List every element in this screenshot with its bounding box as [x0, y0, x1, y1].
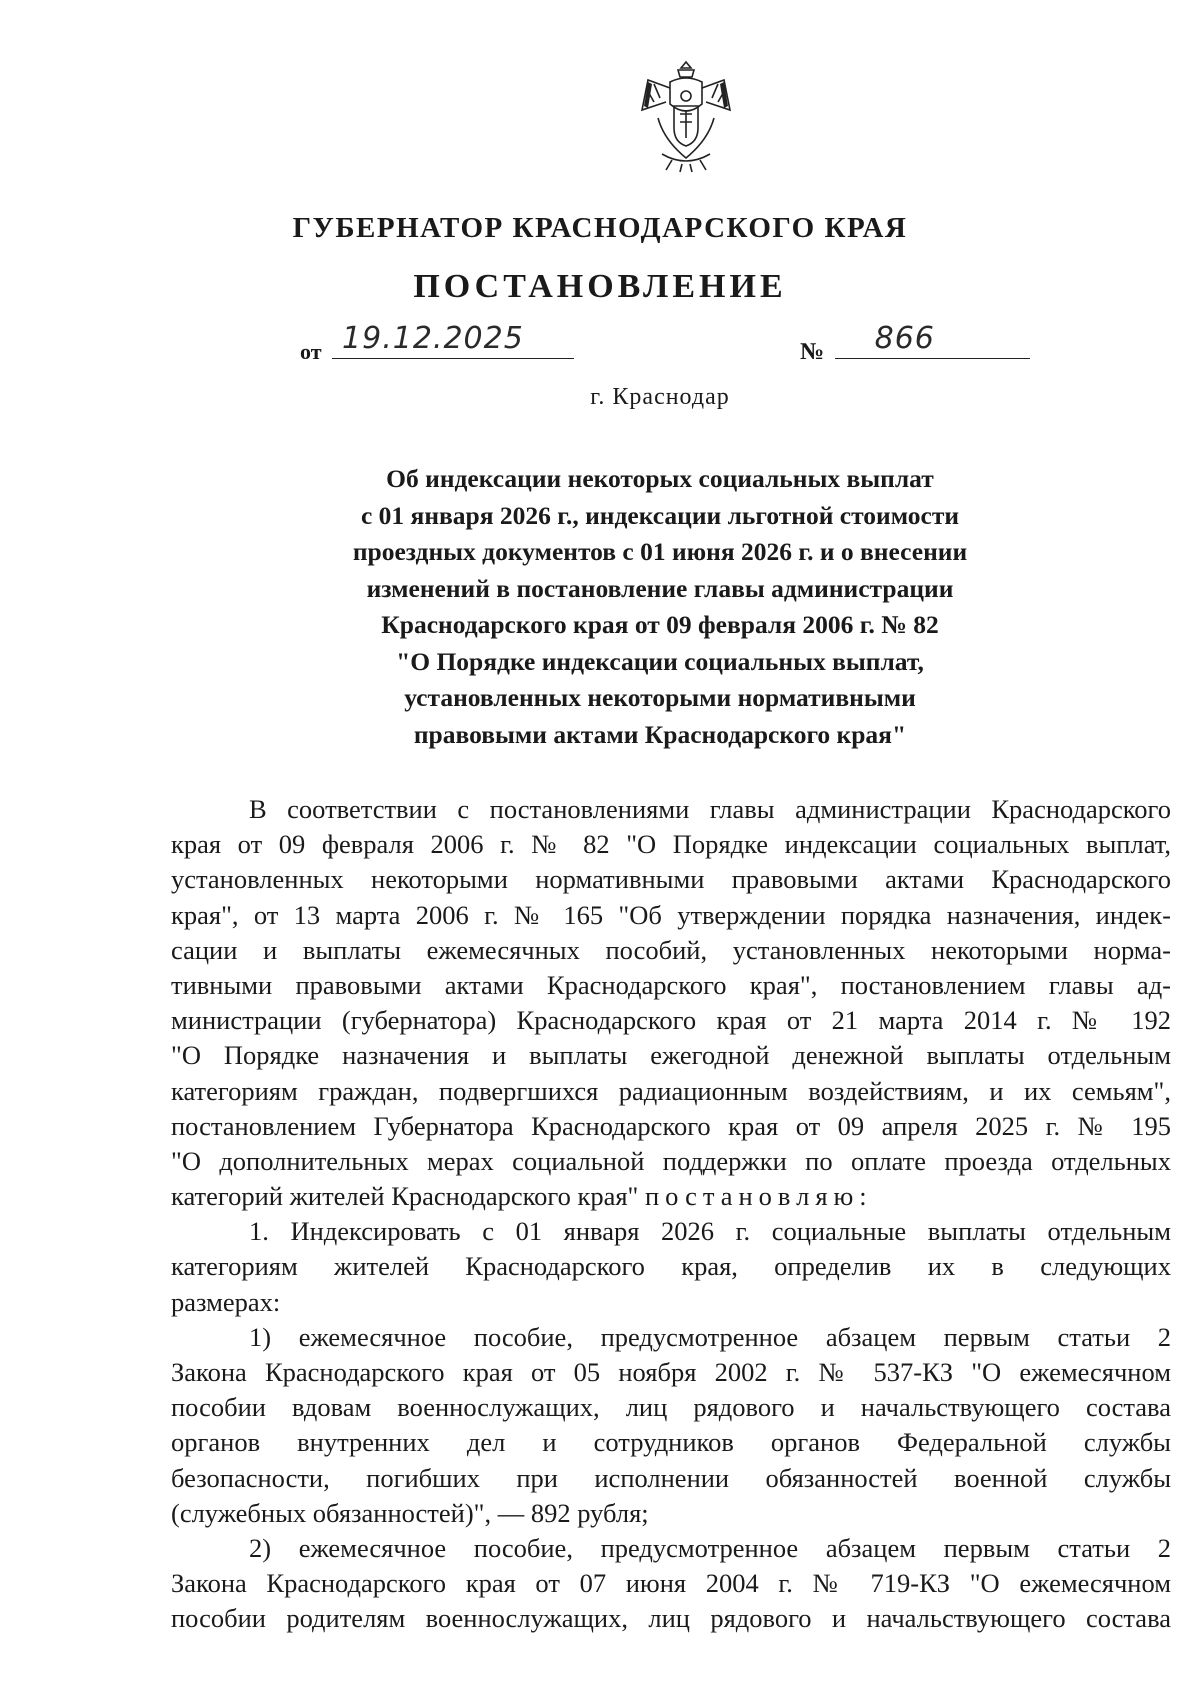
body-line: Закона Краснодарского края от 07 июня 2004 г. № 719-КЗ "О ежемесячном	[171, 1568, 1171, 1599]
date-label: от	[300, 339, 322, 364]
city: г. Краснодар	[590, 384, 730, 410]
body-line: установленных некоторыми нормативными правовыми актами Краснодарского	[171, 864, 1171, 895]
title-line: правовыми актами Краснодарского края"	[413, 719, 907, 749]
number-field	[835, 321, 1030, 359]
title-line: Краснодарского края от 09 февраля 2006 г. № 82	[381, 610, 939, 639]
issuing-authority: ГУБЕРНАТОР КРАСНОДАРСКОГО КРАЯ	[292, 212, 908, 244]
date-field	[332, 321, 574, 359]
body-line: 2) ежемесячное пособие, предусмотренное абзацем первым статьи 2	[249, 1532, 1171, 1563]
document-type: ПОСТАНОВЛЕНИЕ	[413, 268, 787, 305]
body-line: размерах:	[171, 1286, 281, 1317]
body-line: 1. Индексировать с 01 января 2026 г. социальные выплаты отдельным	[249, 1216, 1171, 1247]
body-line: категориям жителей Краснодарского края, определив их в следующих	[171, 1251, 1171, 1282]
body-line: "О дополнительных мерах социальной поддержки по оплате проезда отдельных	[171, 1145, 1171, 1176]
body-line: сации и выплаты ежемесячных пособий, установленных некоторыми норма-	[171, 934, 1171, 965]
coat-of-arms-emblem	[632, 58, 740, 178]
body-line: (служебных обязанностей)", — 892 рубля;	[171, 1497, 649, 1528]
body-line: "О Порядке назначения и выплаты ежегодной денежной выплаты отдельным	[171, 1040, 1171, 1071]
body-line: безопасности, погибших при исполнении обязанностей военной службы	[171, 1462, 1171, 1493]
document-body	[171, 792, 1171, 1637]
number-row	[800, 321, 1030, 366]
body-line-resolve	[171, 1179, 1171, 1214]
document-title	[300, 461, 1020, 753]
resolve-word: постановляю:	[644, 1181, 873, 1212]
body-line: постановлением Губернатора Краснодарского края от 09 апреля 2025 г. № 195	[171, 1110, 1171, 1141]
title-line: Об индексации некоторых социальных выплат	[386, 464, 934, 493]
body-line: пособии вдовам военнослужащих, лиц рядового и начальствующего состава	[171, 1392, 1171, 1423]
body-line: министрации (губернатора) Краснодарского края от 21 марта 2014 г. № 192	[171, 1005, 1171, 1036]
body-line: категориям граждан, подвергшихся радиационным воздействиям, и их семьям",	[171, 1075, 1171, 1106]
body-line: края от 09 февраля 2006 г. № 82 "О Порядке индексации социальных выплат,	[171, 829, 1171, 860]
body-line-text: категорий жителей Краснодарского края"	[171, 1181, 639, 1212]
body-line: пособии родителям военнослужащих, лиц рядового и начальствующего состава	[171, 1603, 1171, 1634]
body-line: В соответствии с постановлениями главы администрации Краснодарского	[249, 794, 1171, 824]
number-label: №	[800, 339, 825, 365]
body-line: тивными правовыми актами Краснодарского края", постановлением главы ад-	[171, 969, 1171, 1000]
body-line: 1) ежемесячное пособие, предусмотренное абзацем первым статьи 2	[249, 1321, 1171, 1352]
title-line: установленных некоторыми нормативными	[404, 683, 916, 712]
title-line: изменений в постановление главы администрации	[366, 573, 954, 603]
title-line: с 01 января 2026 г., индексации льготной стоимости	[360, 500, 960, 530]
handwritten-date: 19.12.2025	[342, 321, 524, 356]
handwritten-number: 866	[874, 321, 935, 356]
body-line: Закона Краснодарского края от 05 ноября 2002 г. № 537-КЗ "О ежемесячном	[171, 1357, 1171, 1387]
title-line: "О Порядке индексации социальных выплат,	[396, 646, 924, 676]
body-line: органов внутренних дел и сотрудников органов Федеральной службы	[171, 1427, 1171, 1458]
date-row	[300, 321, 574, 366]
body-line: края", от 13 марта 2006 г. № 165 "Об утверждении порядка назначения, индек-	[171, 899, 1171, 930]
title-line: проездных документов с 01 июня 2026 г. и о внесении	[352, 537, 968, 566]
